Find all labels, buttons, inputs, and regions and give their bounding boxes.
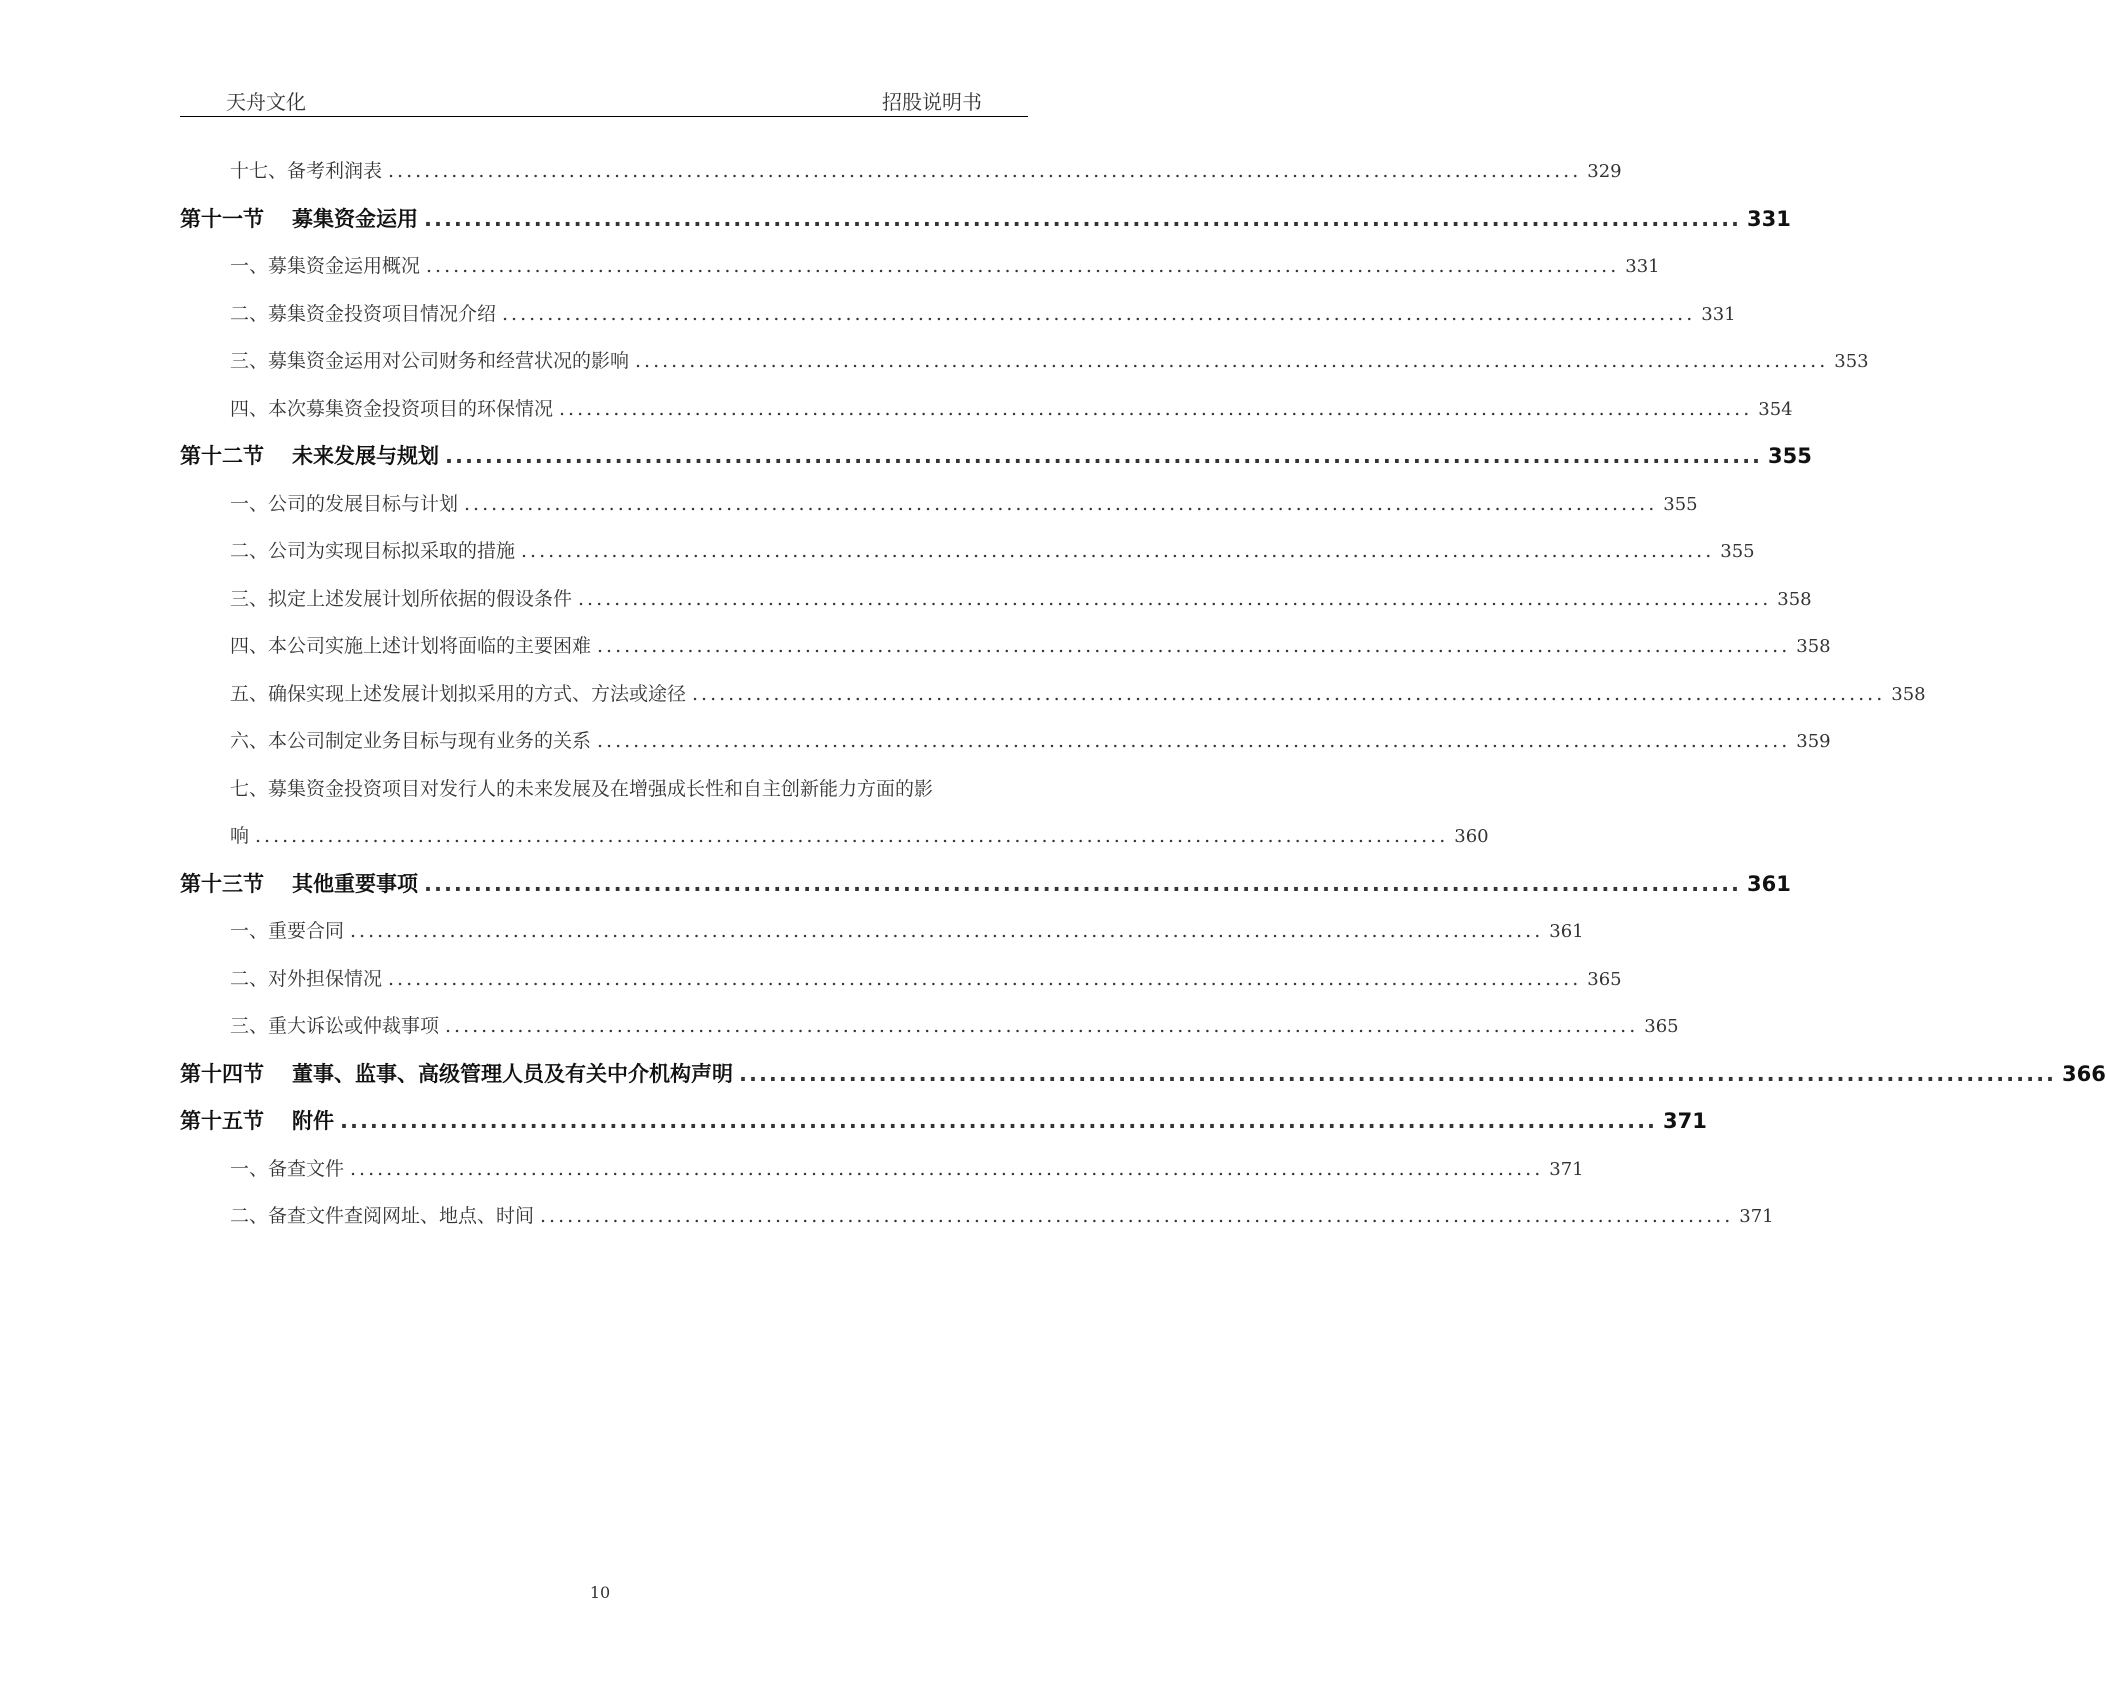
toc-entry-title: 四、本公司实施上述计划将面临的主要困难 <box>230 635 592 657</box>
toc-leader-dots: .................................................................................................................................... <box>445 444 1763 468</box>
toc-entry-title-line1: 七、募集资金投资项目对发行人的未来发展及在增强成长性和自主创新能力方面的影 <box>230 777 934 800</box>
toc-entry-title: 二、对外担保情况 <box>230 967 383 990</box>
toc-leader-dots: .................................................................................................................................... <box>578 587 1772 610</box>
toc-section-number: 第十三节 <box>180 871 264 896</box>
toc-section[interactable] <box>180 1051 2106 1099</box>
header-doc-type: 招股说明书 <box>882 90 982 114</box>
toc-entry-page: 331 <box>1625 256 1660 277</box>
toc-section-number: 第十五节 <box>180 1109 264 1133</box>
toc-entry-title: 十七、备考利润表 <box>230 160 383 182</box>
toc-entry-page: 358 <box>1891 683 1926 705</box>
toc-entry-title: 四、本次募集资金投资项目的环保情况 <box>230 397 554 420</box>
toc-section-title: 附件 <box>292 1109 334 1133</box>
toc-section-title: 董事、监事、高级管理人员及有关中介机构声明 <box>292 1061 733 1086</box>
toc-entry-page: 355 <box>1720 541 1755 562</box>
toc-entry-title: 一、备查文件 <box>230 1157 345 1180</box>
toc-entry[interactable] <box>180 718 1831 766</box>
toc-entry-page: 329 <box>1587 161 1622 182</box>
toc-entry-page: 353 <box>1834 351 1869 372</box>
toc-leader-dots: .................................................................................................................................... <box>350 1157 1544 1180</box>
toc-entry[interactable] <box>180 1193 1774 1241</box>
toc-section-page: 366 <box>2062 1061 2106 1086</box>
toc-entry[interactable] <box>180 671 1926 719</box>
toc-leader-dots: .................................................................................................................................... <box>426 255 1620 277</box>
toc-entry-page: 355 <box>1663 493 1698 515</box>
toc-section[interactable] <box>180 196 1791 244</box>
page-header <box>180 80 1028 117</box>
toc-leader-dots: .................................................................................................................................... <box>597 635 1791 657</box>
toc-entry-page: 371 <box>1739 1206 1774 1227</box>
toc-entry-page: 359 <box>1796 731 1831 752</box>
page-number: 10 <box>589 1583 611 1602</box>
toc-entry[interactable] <box>180 1146 1584 1194</box>
toc-entry[interactable] <box>180 623 1831 671</box>
toc-section-title: 未来发展与规划 <box>292 444 439 468</box>
toc-leader-dots: .................................................................................................................................... <box>424 206 1742 231</box>
toc-leader-dots: .................................................................................................................................... <box>635 350 1829 372</box>
toc-entry-page: 358 <box>1796 636 1831 657</box>
toc-entry-title: 二、备查文件查阅网址、地点、时间 <box>230 1205 535 1227</box>
toc-leader-dots: .................................................................................................................................... <box>255 825 1449 847</box>
toc-entry-title: 二、募集资金投资项目情况介绍 <box>230 302 497 325</box>
toc-entry[interactable] <box>180 528 1755 576</box>
toc-entry[interactable] <box>180 481 1698 529</box>
toc-leader-dots: .................................................................................................................................... <box>739 1061 2057 1086</box>
toc-entry-page: 365 <box>1587 968 1622 990</box>
toc-entry[interactable] <box>180 1003 1679 1051</box>
toc-leader-dots: .................................................................................................................................... <box>445 1015 1639 1037</box>
toc-entry-wrapped-line[interactable] <box>180 766 1028 814</box>
toc-entry[interactable] <box>180 908 1584 956</box>
toc-section-page: 355 <box>1768 444 1812 468</box>
toc-entry-title-line2: 响 <box>230 825 250 847</box>
toc-entry-page: 361 <box>1549 921 1584 942</box>
toc-entry-title: 二、公司为实现目标拟采取的措施 <box>230 540 516 562</box>
toc-section[interactable] <box>180 433 1812 481</box>
toc-leader-dots: .................................................................................................................................... <box>388 967 1582 990</box>
toc-entry[interactable] <box>180 148 1622 196</box>
toc-entry-title: 一、重要合同 <box>230 920 345 942</box>
toc-entry[interactable] <box>180 576 1812 624</box>
toc-section[interactable] <box>180 861 1791 909</box>
toc-leader-dots: .................................................................................................................................... <box>559 397 1753 420</box>
toc-leader-dots: .................................................................................................................................... <box>464 492 1658 515</box>
toc-section-page: 371 <box>1663 1109 1707 1133</box>
toc-section-title: 其他重要事项 <box>292 871 418 896</box>
toc-entry-page: 360 <box>1454 826 1489 847</box>
header-company: 天舟文化 <box>226 90 306 114</box>
toc-entry-title: 一、募集资金运用概况 <box>230 255 421 277</box>
toc-section-title: 募集资金运用 <box>292 206 418 231</box>
toc-entry[interactable] <box>180 291 1736 339</box>
toc-entry-title: 三、募集资金运用对公司财务和经营状况的影响 <box>230 350 630 372</box>
toc-entry[interactable] <box>180 338 1869 386</box>
toc-section[interactable] <box>180 1098 1707 1146</box>
toc-entry[interactable] <box>180 243 1660 291</box>
toc-leader-dots: .................................................................................................................................... <box>540 1205 1734 1227</box>
toc-entry-title: 六、本公司制定业务目标与现有业务的关系 <box>230 730 592 752</box>
toc-leader-dots: .................................................................................................................................... <box>597 730 1791 752</box>
toc-leader-dots: .................................................................................................................................... <box>424 871 1742 896</box>
toc-section-number: 第十一节 <box>180 206 264 231</box>
toc-section-number: 第十二节 <box>180 444 264 468</box>
toc-section-number: 第十四节 <box>180 1061 264 1086</box>
toc-entry-page: 354 <box>1758 398 1793 420</box>
toc-entry-page: 365 <box>1644 1016 1679 1037</box>
toc-leader-dots: .................................................................................................................................... <box>521 540 1715 562</box>
toc-leader-dots: .................................................................................................................................... <box>502 302 1696 325</box>
toc-entry-page: 371 <box>1549 1158 1584 1180</box>
toc-entry-page: 358 <box>1777 588 1812 610</box>
toc-entry-title: 三、拟定上述发展计划所依据的假设条件 <box>230 587 573 610</box>
toc-leader-dots: .................................................................................................................................... <box>350 920 1544 942</box>
toc-entry-title: 五、确保实现上述发展计划拟采用的方式、方法或途径 <box>230 682 687 705</box>
table-of-contents <box>180 148 2106 1241</box>
toc-entry[interactable] <box>180 386 1793 434</box>
toc-entry-title: 三、重大诉讼或仲裁事项 <box>230 1015 440 1037</box>
toc-section-page: 361 <box>1747 871 1791 896</box>
toc-leader-dots: .................................................................................................................................... <box>692 682 1886 705</box>
toc-leader-dots: .................................................................................................................................... <box>388 160 1582 182</box>
toc-entry[interactable] <box>180 813 1489 861</box>
toc-entry-page: 331 <box>1701 303 1736 325</box>
toc-entry-title: 一、公司的发展目标与计划 <box>230 492 459 515</box>
toc-leader-dots: .................................................................................................................................... <box>340 1109 1658 1133</box>
toc-section-page: 331 <box>1747 206 1791 231</box>
toc-entry[interactable] <box>180 956 1622 1004</box>
